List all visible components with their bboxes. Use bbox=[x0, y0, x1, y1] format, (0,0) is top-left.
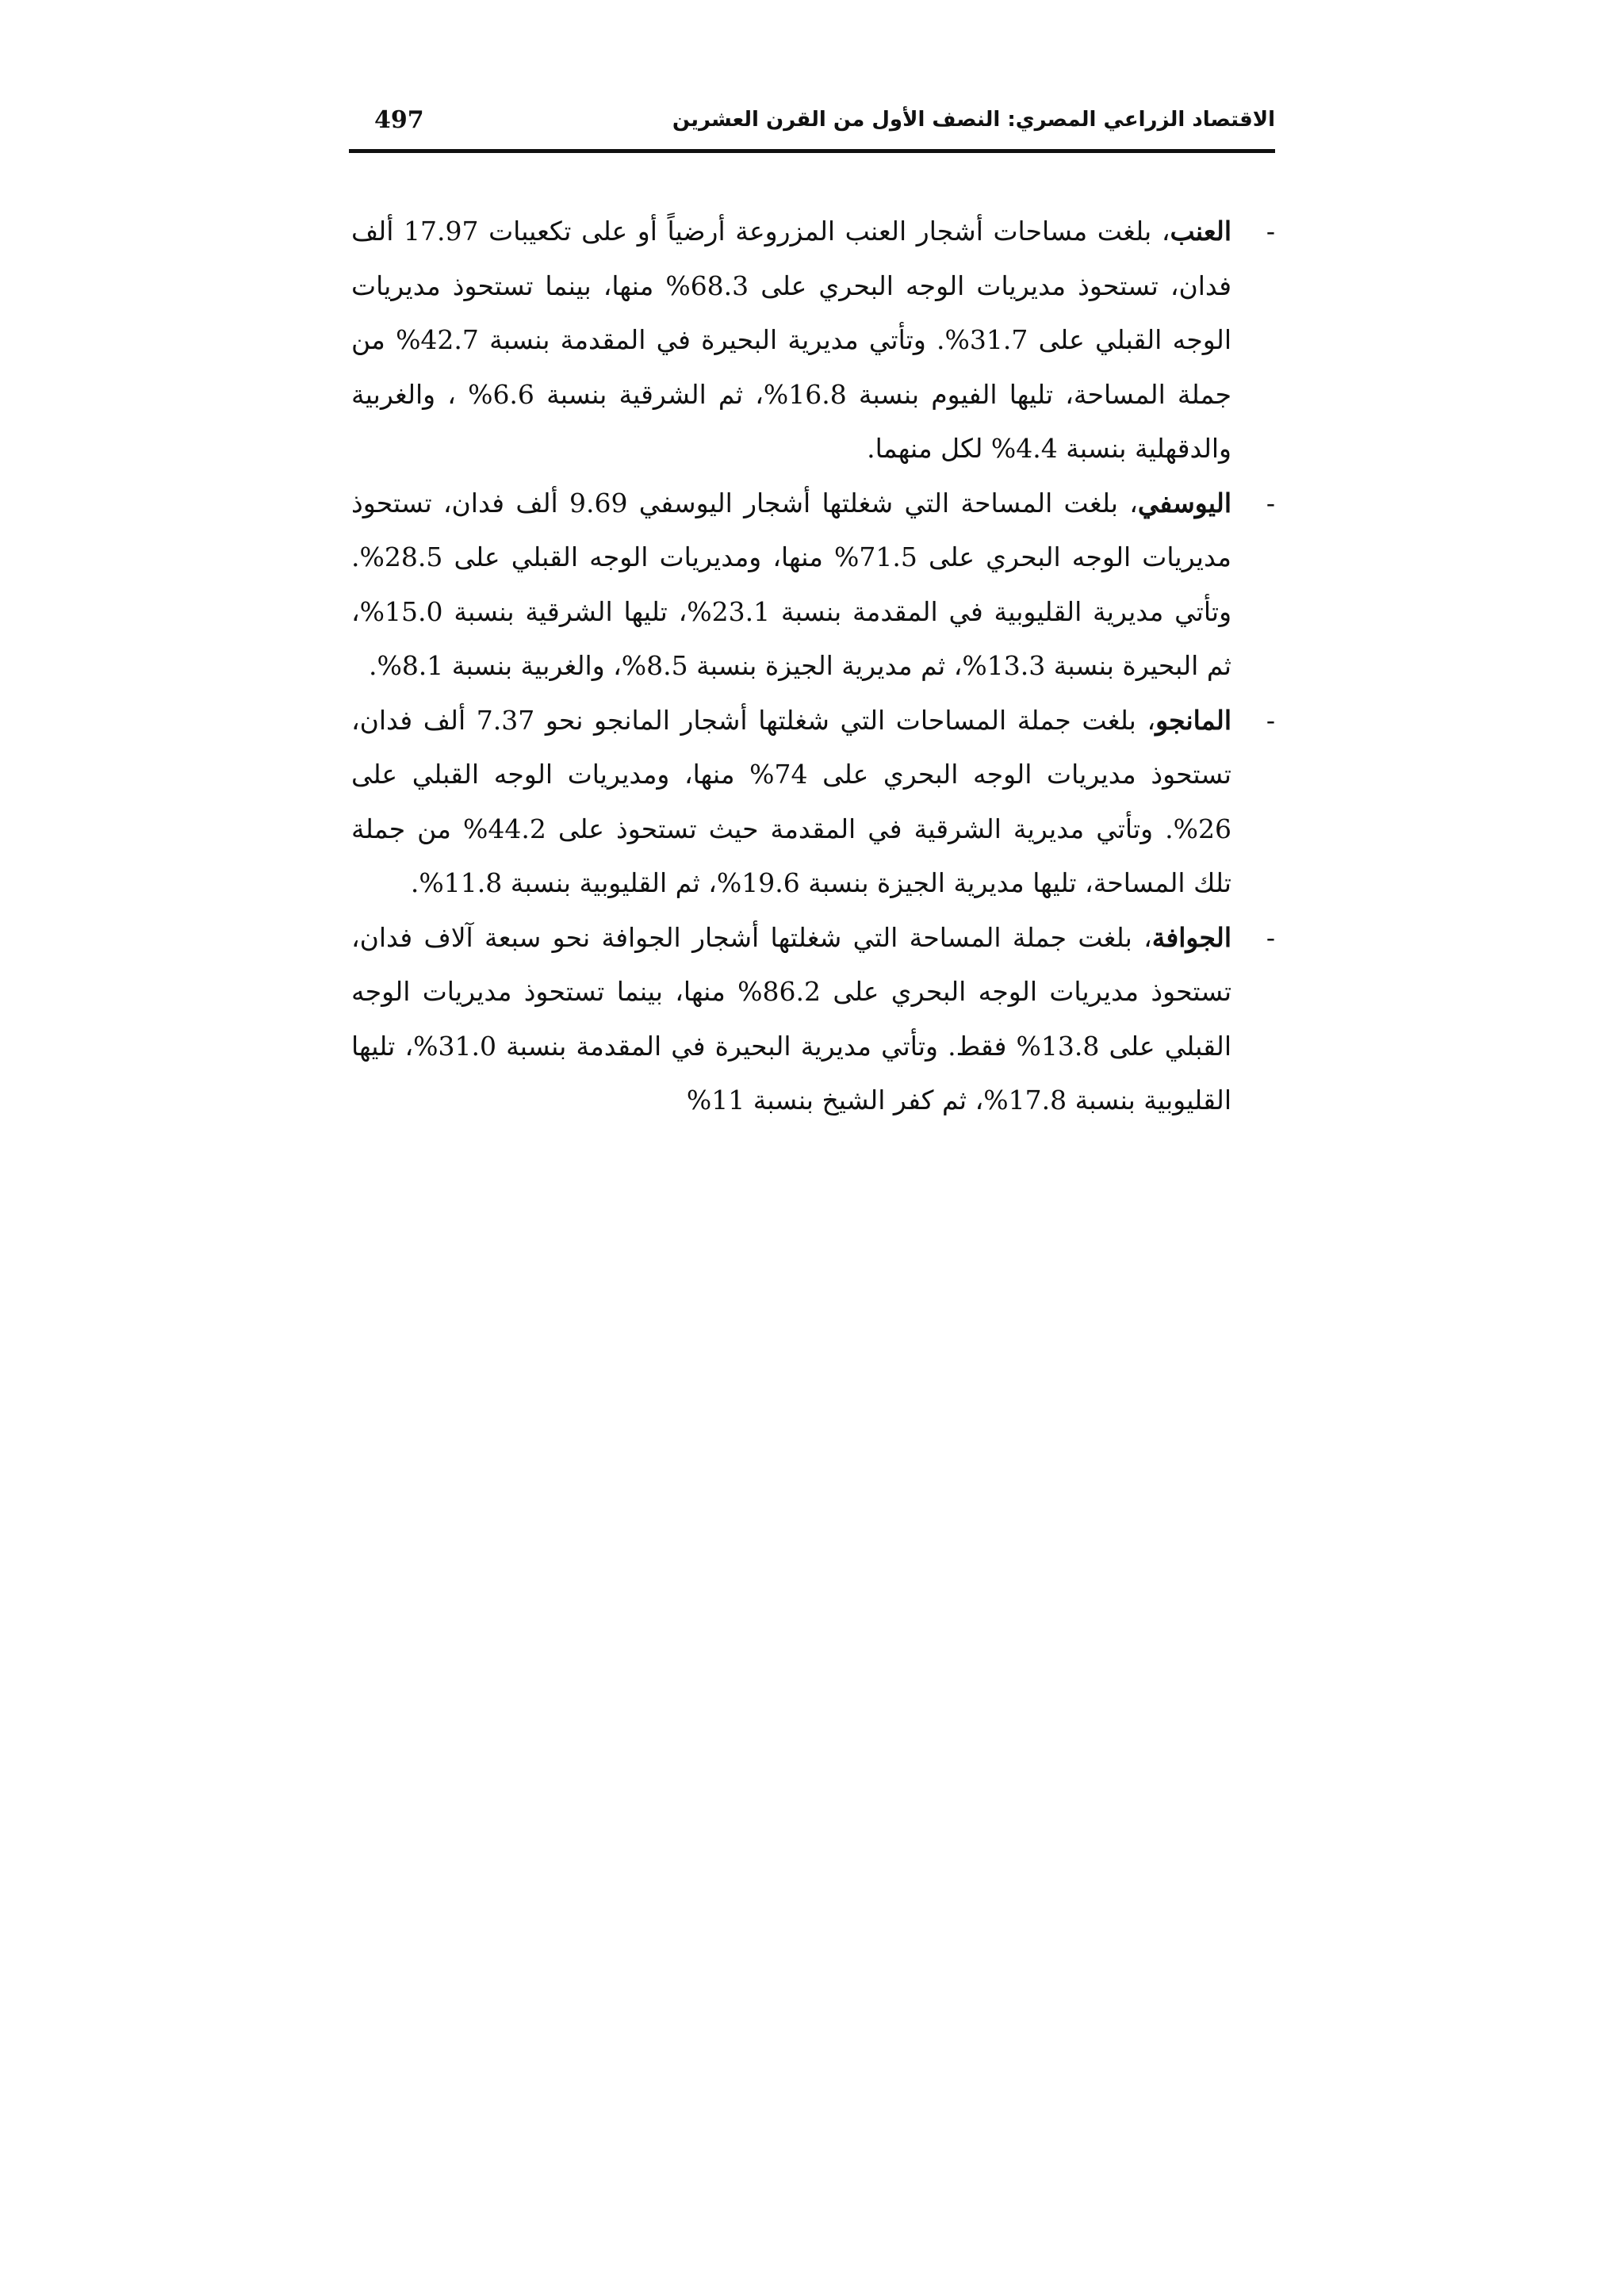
entry-text: ، بلغت جملة المساحات التي شغلتها أشجار المانجو نحو 7.37 ألف فدان، تستحوذ مديريات الوجه البحري على 74% منها، ومديريات الوجه القبلي على 26%. وتأتي مديرية الشرقية في المقدمة حيث تستحوذ على 44.2% من جملة تلك المساحة، تليها مديرية الجيزة بنسبة 19.6%، ثم القليوبية بنسبة 11.8%. bbox=[351, 704, 1231, 898]
list-bullet: - bbox=[1266, 487, 1275, 519]
entry-text: ، بلغت مساحات أشجار العنب المزروعة أرضياً أو على تكعيبات 17.97 ألف فدان، تستحوذ مديريات الوجه البحري على 68.3% منها، بينما تستحوذ مديريات الوجه القبلي على 31.7%. وتأتي مديرية البحيرة في المقدمة بنسبة 42.7% من جملة المساحة، تليها الفيوم بنسبة 16.8%، ثم الشرقية بنسبة 6.6% ، والغربية والدقهلية بنسبة 4.4% لكل منهما. bbox=[351, 216, 1232, 464]
list-bullet: - bbox=[1266, 216, 1275, 247]
list-bullet: - bbox=[1266, 704, 1275, 736]
entry-text: ، بلغت جملة المساحة التي شغلتها أشجار الجوافة نحو سبعة آلاف فدان، تستحوذ مديريات الوجه البحري على 86.2% منها، بينما تستحوذ مديريات الوجه القبلي على 13.8% فقط. وتأتي مديرية البحيرة في المقدمة بنسبة 31.0%، تليها القليوبية بنسبة 17.8%، ثم كفر الشيخ بنسبة 11% bbox=[351, 921, 1232, 1115]
running-header bbox=[349, 101, 1275, 153]
entry-term: المانجو bbox=[1155, 704, 1232, 736]
list-item-guava bbox=[351, 911, 1275, 1128]
list-item-mango bbox=[351, 694, 1275, 911]
crop-area-list bbox=[351, 205, 1275, 1128]
entry-term: الجوافة bbox=[1151, 921, 1231, 953]
list-item-grapes bbox=[351, 205, 1275, 476]
running-title: الاقتصاد الزراعي المصري: النصف الأول من القرن العشرين bbox=[672, 108, 1275, 132]
list-item-mandarin bbox=[351, 476, 1275, 694]
entry-term: اليوسفي bbox=[1137, 487, 1231, 519]
list-bullet: - bbox=[1266, 921, 1275, 953]
page-number: 497 bbox=[374, 106, 424, 134]
entry-term: العنب bbox=[1170, 216, 1232, 247]
entry-text: ، بلغت المساحة التي شغلتها أشجار اليوسفي 9.69 ألف فدان، تستحوذ مديريات الوجه البحري على 71.5% منها، ومديريات الوجه القبلي على 28.5%. وتأتي مديرية القليوبية في المقدمة بنسبة 23.1%، تليها الشرقية بنسبة 15.0%، ثم البحيرة بنسبة 13.3%، ثم مديرية الجيزة بنسبة 8.5%، والغربية بنسبة 8.1%. bbox=[351, 487, 1232, 681]
